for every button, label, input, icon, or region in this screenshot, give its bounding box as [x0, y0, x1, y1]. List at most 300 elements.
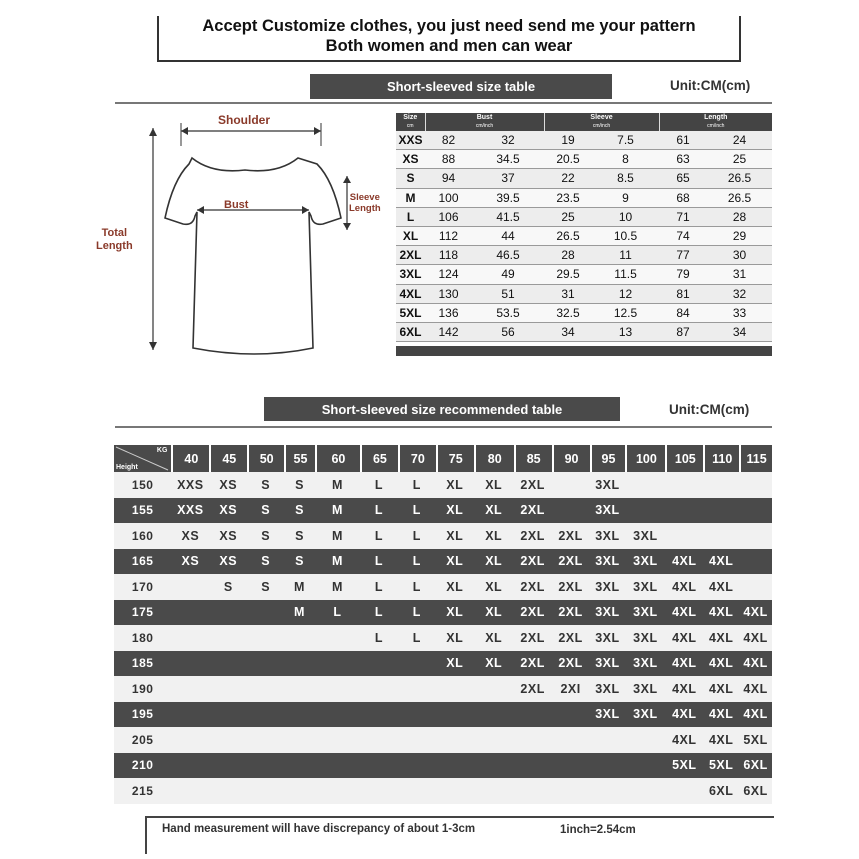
height-cell: 210: [114, 753, 171, 779]
kg-header-cell: 60: [315, 445, 360, 472]
size-value-cell: 142: [425, 322, 472, 341]
recommended-size-cell: [436, 702, 474, 728]
height-cell: 190: [114, 676, 171, 702]
recommended-size-cell: XL: [474, 523, 514, 549]
size-value-cell: 44: [472, 226, 544, 245]
size-value-cell: 77: [659, 246, 707, 265]
recommended-size-cell: [739, 549, 772, 575]
recommended-table-row: [114, 549, 772, 575]
recommended-size-cell: 4XL: [739, 625, 772, 651]
recommended-table-row: [114, 600, 772, 626]
size-table-row: [396, 265, 772, 284]
recommended-size-cell: 4XL: [739, 651, 772, 677]
recommended-size-cell: [703, 472, 739, 498]
size-value-cell: 84: [659, 303, 707, 322]
size-value-cell: 10: [592, 207, 659, 226]
size-value-cell: 118: [425, 246, 472, 265]
recommended-size-cell: [398, 651, 436, 677]
recommended-size-cell: [247, 727, 284, 753]
recommended-size-cell: XL: [474, 625, 514, 651]
size-value-cell: 81: [659, 284, 707, 303]
recommended-size-cell: [703, 498, 739, 524]
recommended-size-cell: [171, 676, 209, 702]
recommended-size-cell: [552, 753, 590, 779]
size-label-cell: 5XL: [396, 303, 425, 322]
size-value-cell: 46.5: [472, 246, 544, 265]
recommended-size-cell: [360, 727, 398, 753]
recommended-size-cell: [552, 498, 590, 524]
size-value-cell: 9: [592, 188, 659, 207]
size-table-header: [396, 113, 772, 131]
size-value-cell: 26.5: [544, 226, 592, 245]
recommended-size-cell: 3XL: [625, 600, 665, 626]
recommended-size-cell: [284, 702, 315, 728]
recommended-size-cell: [739, 523, 772, 549]
recommended-size-cell: XL: [436, 574, 474, 600]
recommended-size-cell: [247, 600, 284, 626]
size-label-cell: L: [396, 207, 425, 226]
recommended-size-cell: 3XL: [590, 498, 626, 524]
recommended-size-cell: [171, 753, 209, 779]
size-value-cell: 22: [544, 169, 592, 188]
size-table-header-size: Size cm: [396, 113, 425, 131]
recommended-size-cell: XS: [209, 523, 247, 549]
recommended-size-cell: 4XL: [703, 625, 739, 651]
recommended-size-cell: [739, 472, 772, 498]
size-label-cell: M: [396, 188, 425, 207]
recommended-size-cell: [171, 778, 209, 804]
recommended-size-cell: XL: [436, 625, 474, 651]
recommended-table-row: [114, 625, 772, 651]
recommended-size-cell: 3XL: [590, 472, 626, 498]
recommended-size-cell: 4XL: [665, 625, 703, 651]
recommended-size-cell: L: [398, 472, 436, 498]
recommended-size-cell: 4XL: [665, 727, 703, 753]
recommended-size-cell: [209, 600, 247, 626]
header-line-1: Accept Customize clothes, you just need send me your pattern: [202, 17, 696, 35]
recommended-size-cell: [739, 498, 772, 524]
size-table-row: [396, 322, 772, 341]
recommended-size-cell: XS: [209, 549, 247, 575]
kg-header-cell: 110: [703, 445, 739, 472]
size-value-cell: 24: [707, 131, 772, 150]
size-label-cell: XS: [396, 150, 425, 169]
recommended-size-cell: [247, 778, 284, 804]
size-value-cell: 32: [472, 131, 544, 150]
size-table-row: [396, 188, 772, 207]
recommended-size-cell: S: [284, 498, 315, 524]
size-table-title: Short-sleeved size table: [310, 74, 612, 99]
recommended-size-cell: 2XL: [514, 676, 552, 702]
recommended-size-cell: [247, 625, 284, 651]
recommended-size-cell: [360, 702, 398, 728]
recommended-size-cell: [398, 778, 436, 804]
recommended-size-cell: 3XL: [590, 549, 626, 575]
recommended-size-cell: M: [315, 523, 360, 549]
size-value-cell: 25: [707, 150, 772, 169]
recommended-size-cell: XXS: [171, 498, 209, 524]
recommended-size-cell: 2XL: [552, 574, 590, 600]
kg-header-cell: 95: [590, 445, 626, 472]
size-value-cell: 8.5: [592, 169, 659, 188]
recommended-size-cell: L: [360, 625, 398, 651]
recommended-size-cell: 2XL: [514, 625, 552, 651]
recommended-size-cell: [590, 727, 626, 753]
size-value-cell: 130: [425, 284, 472, 303]
recommended-size-cell: 2XL: [514, 574, 552, 600]
recommended-size-cell: [436, 727, 474, 753]
shoulder-label: Shoulder: [218, 113, 271, 127]
recommended-size-cell: XL: [436, 600, 474, 626]
recommended-size-cell: 3XL: [590, 523, 626, 549]
recommended-size-cell: XL: [474, 498, 514, 524]
recommended-size-cell: 4XL: [739, 702, 772, 728]
recommended-size-cell: XL: [474, 600, 514, 626]
recommended-size-cell: [398, 727, 436, 753]
recommended-size-cell: 4XL: [665, 702, 703, 728]
size-value-cell: 19: [544, 131, 592, 150]
recommended-size-cell: [552, 778, 590, 804]
recommended-size-cell: 6XL: [703, 778, 739, 804]
recommended-size-cell: [514, 702, 552, 728]
recommended-size-cell: XL: [436, 472, 474, 498]
recommended-size-cell: 3XL: [590, 574, 626, 600]
recommended-size-cell: [315, 625, 360, 651]
size-label-cell: S: [396, 169, 425, 188]
recommended-size-cell: L: [360, 523, 398, 549]
size-label-cell: 6XL: [396, 322, 425, 341]
recommended-size-cell: S: [247, 574, 284, 600]
recommended-size-cell: S: [247, 549, 284, 575]
recommended-size-cell: 5XL: [703, 753, 739, 779]
recommended-size-cell: M: [315, 549, 360, 575]
size-value-cell: 136: [425, 303, 472, 322]
recommended-size-cell: 2XL: [552, 600, 590, 626]
recommended-unit-label: Unit:CM(cm): [669, 402, 750, 417]
kg-header-cell: 115: [739, 445, 772, 472]
recommended-size-cell: 4XL: [665, 676, 703, 702]
recommended-table-row: [114, 676, 772, 702]
recommended-size-cell: [247, 651, 284, 677]
recommended-size-cell: [247, 753, 284, 779]
size-value-cell: 34: [707, 322, 772, 341]
size-table-row: [396, 150, 772, 169]
size-value-cell: 32.5: [544, 303, 592, 322]
recommended-size-cell: [315, 702, 360, 728]
height-cell: 175: [114, 600, 171, 626]
recommended-size-cell: [436, 778, 474, 804]
recommended-size-cell: 3XL: [625, 676, 665, 702]
recommended-size-cell: S: [284, 549, 315, 575]
recommended-size-cell: L: [398, 600, 436, 626]
recommended-size-cell: [209, 702, 247, 728]
recommended-size-cell: L: [398, 625, 436, 651]
size-value-cell: 34.5: [472, 150, 544, 169]
recommended-size-cell: L: [315, 600, 360, 626]
size-value-cell: 20.5: [544, 150, 592, 169]
size-value-cell: 33: [707, 303, 772, 322]
size-value-cell: 28: [707, 207, 772, 226]
table-corner-cell: [114, 445, 171, 472]
recommended-size-cell: L: [398, 549, 436, 575]
kg-header-cell: 105: [665, 445, 703, 472]
divider-line: [115, 426, 772, 428]
recommended-size-cell: [474, 676, 514, 702]
recommended-size-cell: 2XL: [514, 523, 552, 549]
size-value-cell: 53.5: [472, 303, 544, 322]
size-table-row: [396, 246, 772, 265]
recommended-table-row: [114, 523, 772, 549]
size-value-cell: 11.5: [592, 265, 659, 284]
size-label-cell: 3XL: [396, 265, 425, 284]
kg-header-cell: 90: [552, 445, 590, 472]
recommended-table-row: [114, 778, 772, 804]
recommended-size-cell: [625, 498, 665, 524]
kg-header-cell: 65: [360, 445, 398, 472]
recommended-table-row: [114, 574, 772, 600]
size-value-cell: 61: [659, 131, 707, 150]
size-value-cell: 12.5: [592, 303, 659, 322]
recommended-size-cell: [209, 651, 247, 677]
recommended-size-cell: [398, 702, 436, 728]
size-value-cell: 31: [544, 284, 592, 303]
recommended-size-cell: XL: [436, 523, 474, 549]
recommended-size-cell: [625, 778, 665, 804]
total-length-label-line2: Length: [96, 240, 133, 252]
height-cell: 170: [114, 574, 171, 600]
recommended-size-cell: 3XL: [590, 651, 626, 677]
recommended-size-cell: XL: [474, 549, 514, 575]
recommended-size-cell: 2XL: [514, 549, 552, 575]
corner-height-label: Height: [116, 464, 138, 471]
recommended-size-cell: L: [360, 472, 398, 498]
size-value-cell: 30: [707, 246, 772, 265]
recommended-size-cell: [625, 727, 665, 753]
kg-header-cell: 100: [625, 445, 665, 472]
recommended-size-cell: L: [360, 498, 398, 524]
size-table-row: [396, 131, 772, 150]
recommended-size-cell: 3XL: [625, 523, 665, 549]
recommended-size-cell: [552, 472, 590, 498]
size-table-row: [396, 207, 772, 226]
recommended-size-cell: 3XL: [590, 676, 626, 702]
recommended-size-cell: 4XL: [703, 574, 739, 600]
recommended-size-cell: [284, 778, 315, 804]
recommended-size-cell: XL: [436, 651, 474, 677]
recommended-size-cell: [665, 523, 703, 549]
recommended-size-cell: 4XL: [703, 651, 739, 677]
size-value-cell: 10.5: [592, 226, 659, 245]
recommended-size-cell: [436, 676, 474, 702]
size-value-cell: 26.5: [707, 188, 772, 207]
recommended-table-header: [114, 445, 772, 472]
recommended-size-cell: 2XL: [552, 651, 590, 677]
recommended-table-row: [114, 498, 772, 524]
header-banner: [157, 16, 741, 62]
size-table-row: [396, 226, 772, 245]
size-value-cell: 31: [707, 265, 772, 284]
size-label-cell: 4XL: [396, 284, 425, 303]
height-cell: 180: [114, 625, 171, 651]
recommended-size-cell: [171, 651, 209, 677]
recommended-size-cell: XL: [436, 498, 474, 524]
size-value-cell: 100: [425, 188, 472, 207]
recommended-size-cell: [209, 625, 247, 651]
size-value-cell: 65: [659, 169, 707, 188]
size-value-cell: 12: [592, 284, 659, 303]
size-value-cell: 87: [659, 322, 707, 341]
recommended-size-cell: [514, 727, 552, 753]
recommended-size-cell: 3XL: [625, 574, 665, 600]
recommended-size-cell: [474, 753, 514, 779]
tshirt-diagram: [95, 108, 395, 370]
recommended-size-cell: [474, 727, 514, 753]
recommended-size-cell: 2XI: [552, 676, 590, 702]
recommended-size-cell: 4XL: [703, 727, 739, 753]
recommended-size-cell: [514, 778, 552, 804]
recommended-size-cell: 4XL: [703, 549, 739, 575]
recommended-size-cell: 2XL: [514, 600, 552, 626]
size-value-cell: 112: [425, 226, 472, 245]
size-table-row: [396, 284, 772, 303]
recommended-size-cell: 2XL: [514, 472, 552, 498]
recommended-size-cell: M: [284, 574, 315, 600]
size-value-cell: 74: [659, 226, 707, 245]
recommended-size-cell: 5XL: [739, 727, 772, 753]
recommended-size-cell: 5XL: [665, 753, 703, 779]
recommended-size-cell: [171, 727, 209, 753]
total-length-label: [96, 227, 133, 253]
recommended-size-cell: [665, 472, 703, 498]
height-cell: 150: [114, 472, 171, 498]
size-value-cell: 63: [659, 150, 707, 169]
recommended-size-cell: M: [315, 472, 360, 498]
recommended-size-cell: [360, 651, 398, 677]
size-table-header-length: Length cm/inch: [659, 113, 772, 131]
size-value-cell: 71: [659, 207, 707, 226]
recommended-size-cell: L: [360, 574, 398, 600]
recommended-size-cell: [209, 778, 247, 804]
recommended-size-cell: 4XL: [665, 600, 703, 626]
size-table: [396, 113, 772, 342]
inch-conversion-note: 1inch=2.54cm: [560, 824, 636, 836]
recommended-size-cell: [436, 753, 474, 779]
size-value-cell: 11: [592, 246, 659, 265]
recommended-size-cell: 4XL: [665, 651, 703, 677]
size-value-cell: 8: [592, 150, 659, 169]
recommended-size-cell: [209, 753, 247, 779]
recommended-size-cell: XL: [436, 549, 474, 575]
recommended-size-cell: 2XL: [552, 549, 590, 575]
recommended-size-cell: [247, 702, 284, 728]
recommended-size-cell: [284, 651, 315, 677]
recommended-size-cell: 4XL: [665, 574, 703, 600]
kg-header-cell: 55: [284, 445, 315, 472]
recommended-size-cell: S: [284, 523, 315, 549]
recommended-size-cell: [171, 600, 209, 626]
size-value-cell: 51: [472, 284, 544, 303]
recommended-size-cell: M: [315, 574, 360, 600]
recommended-size-cell: XS: [171, 523, 209, 549]
recommended-size-cell: [739, 574, 772, 600]
size-value-cell: 29.5: [544, 265, 592, 284]
recommended-size-cell: L: [360, 549, 398, 575]
recommended-size-cell: [171, 625, 209, 651]
size-value-cell: 68: [659, 188, 707, 207]
recommended-size-table: [114, 445, 772, 804]
size-value-cell: 25: [544, 207, 592, 226]
size-value-cell: 34: [544, 322, 592, 341]
kg-header-cell: 70: [398, 445, 436, 472]
size-value-cell: 7.5: [592, 131, 659, 150]
size-value-cell: 124: [425, 265, 472, 284]
recommended-size-cell: 2XL: [552, 625, 590, 651]
recommended-size-cell: M: [284, 600, 315, 626]
recommended-size-cell: 3XL: [625, 702, 665, 728]
recommended-size-cell: [474, 702, 514, 728]
recommended-size-cell: 4XL: [703, 600, 739, 626]
size-value-cell: 23.5: [544, 188, 592, 207]
corner-kg-label: KG: [156, 447, 168, 454]
size-value-cell: 88: [425, 150, 472, 169]
recommended-size-cell: S: [247, 523, 284, 549]
height-cell: 195: [114, 702, 171, 728]
kg-header-cell: 40: [171, 445, 209, 472]
recommended-table-row: [114, 651, 772, 677]
tshirt-outline-icon: [165, 158, 341, 354]
recommended-size-cell: 2XL: [552, 523, 590, 549]
total-length-label-line1: Total: [101, 227, 128, 239]
size-value-cell: 26.5: [707, 169, 772, 188]
recommended-size-cell: 4XL: [703, 676, 739, 702]
height-cell: 215: [114, 778, 171, 804]
size-value-cell: 79: [659, 265, 707, 284]
size-table-row: [396, 303, 772, 322]
recommended-size-cell: [284, 727, 315, 753]
recommended-size-cell: [590, 753, 626, 779]
recommended-size-cell: 6XL: [739, 753, 772, 779]
height-cell: 160: [114, 523, 171, 549]
size-value-cell: 13: [592, 322, 659, 341]
size-value-cell: 32: [707, 284, 772, 303]
recommended-size-cell: L: [398, 498, 436, 524]
size-label-cell: XL: [396, 226, 425, 245]
recommended-table-row: [114, 727, 772, 753]
height-cell: 165: [114, 549, 171, 575]
recommended-size-cell: [315, 727, 360, 753]
recommended-size-cell: [315, 778, 360, 804]
sleeve-length-label-line1: Sleeve: [349, 192, 380, 203]
kg-header-cell: 80: [474, 445, 514, 472]
size-value-cell: 37: [472, 169, 544, 188]
recommended-size-cell: S: [209, 574, 247, 600]
size-table-footer-bar: [396, 346, 772, 356]
recommended-size-cell: 4XL: [703, 702, 739, 728]
recommended-size-cell: [171, 702, 209, 728]
footer-frame: [145, 816, 774, 854]
recommended-size-cell: [665, 778, 703, 804]
size-value-cell: 39.5: [472, 188, 544, 207]
recommended-size-cell: 3XL: [590, 600, 626, 626]
recommended-size-cell: [284, 676, 315, 702]
recommended-size-cell: [284, 753, 315, 779]
recommended-size-cell: [590, 778, 626, 804]
recommended-size-cell: S: [284, 472, 315, 498]
size-table-row: [396, 169, 772, 188]
recommended-size-cell: [625, 472, 665, 498]
recommended-size-cell: 3XL: [625, 651, 665, 677]
recommended-table-row: [114, 472, 772, 498]
